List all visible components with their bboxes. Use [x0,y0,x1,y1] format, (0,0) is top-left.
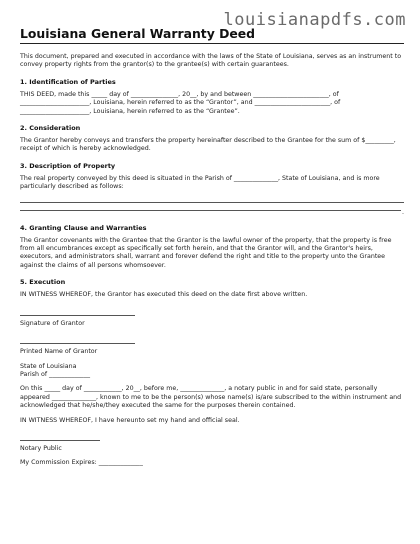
grantor-witness-text: IN WITNESS WHEREOF, the Grantor has executed this deed on the date first above written. [20,291,308,299]
parties-line-2: ______________________, Louisiana, herein referred to as the “Grantor”, and ________________________, of [20,99,341,107]
section-3-heading: 3. Description of Property [20,161,116,170]
consideration-text: The Grantor hereby conveys and transfers the property hereinafter described to the Grantee for the sum of $_________, receipt of which is hereby acknowledged. [20,137,396,153]
grantor-printed-name-line [20,343,135,344]
state-label: State of Louisiana [20,362,77,370]
section-5-heading: 5. Execution [20,278,66,287]
commission-expires-label: My Commission Expires: ______________ [20,459,143,467]
notary-public-label: Notary Public [20,444,62,452]
document-title: Louisiana General Warranty Deed [20,26,256,41]
grantor-signature-label: Signature of Grantor [20,319,85,327]
property-description-text: The real property conveyed by this deed is situated in the Parish of ______________, State of Louisiana, and is more particularly described as follows: [20,174,380,191]
intro-paragraph: This document, prepared and executed in accordance with the laws of the State of Louisiana, serves as an instrument to convey property rights from the grantor(s) to the grantee(s) with certain guarantees. [20,53,402,69]
title-rule [20,43,404,44]
description-end-mark: . [401,208,404,216]
parties-line-3: ______________________, Louisiana, herein referred to as the “Grantee”. [20,107,240,115]
description-line-2-wrap [20,208,404,216]
description-line-1 [20,202,404,203]
description-line-2 [20,210,401,211]
parties-line-1: THIS DEED, made this _____ day of _______________, 20__, by and between ________________________, of [20,90,339,98]
site-watermark: louisianapdfs.com [223,10,406,30]
deed-document [20,26,404,468]
grantor-printed-name-label: Printed Name of Grantor [20,348,98,356]
granting-clause-text: The Grantor covenants with the Grantee that the Grantor is the lawful owner of the property, that the property is free from all encumbrances except as specifically set forth herein, and that the Grantor will, and the Grantor's heirs, executors, and administrators shall, warrant and forever defend the right and title to the property unto the Grantee against the claims of all persons whomsoever. [20,236,392,269]
notary-acknowledgment-text: On this _____ day of ____________, 20__, before me, ______________, a notary public in and for said state, personally appeared ______________, known to me to be the person(s) whose name(s) is/are subscribed to the within instrument and acknowledged that he/she/they executed the same for the purposes therein contained. [20,385,402,410]
notary-witness-text: IN WITNESS WHEREOF, I have hereunto set my hand and official seal. [20,416,240,424]
parish-label: Parish of _____________ [20,370,90,378]
grantor-signature-line [20,315,135,316]
section-1-heading: 1. Identification of Parties [20,77,116,86]
section-4-heading: 4. Granting Clause and Warranties [20,223,147,232]
section-2-heading: 2. Consideration [20,124,81,133]
notary-signature-line [20,440,100,441]
